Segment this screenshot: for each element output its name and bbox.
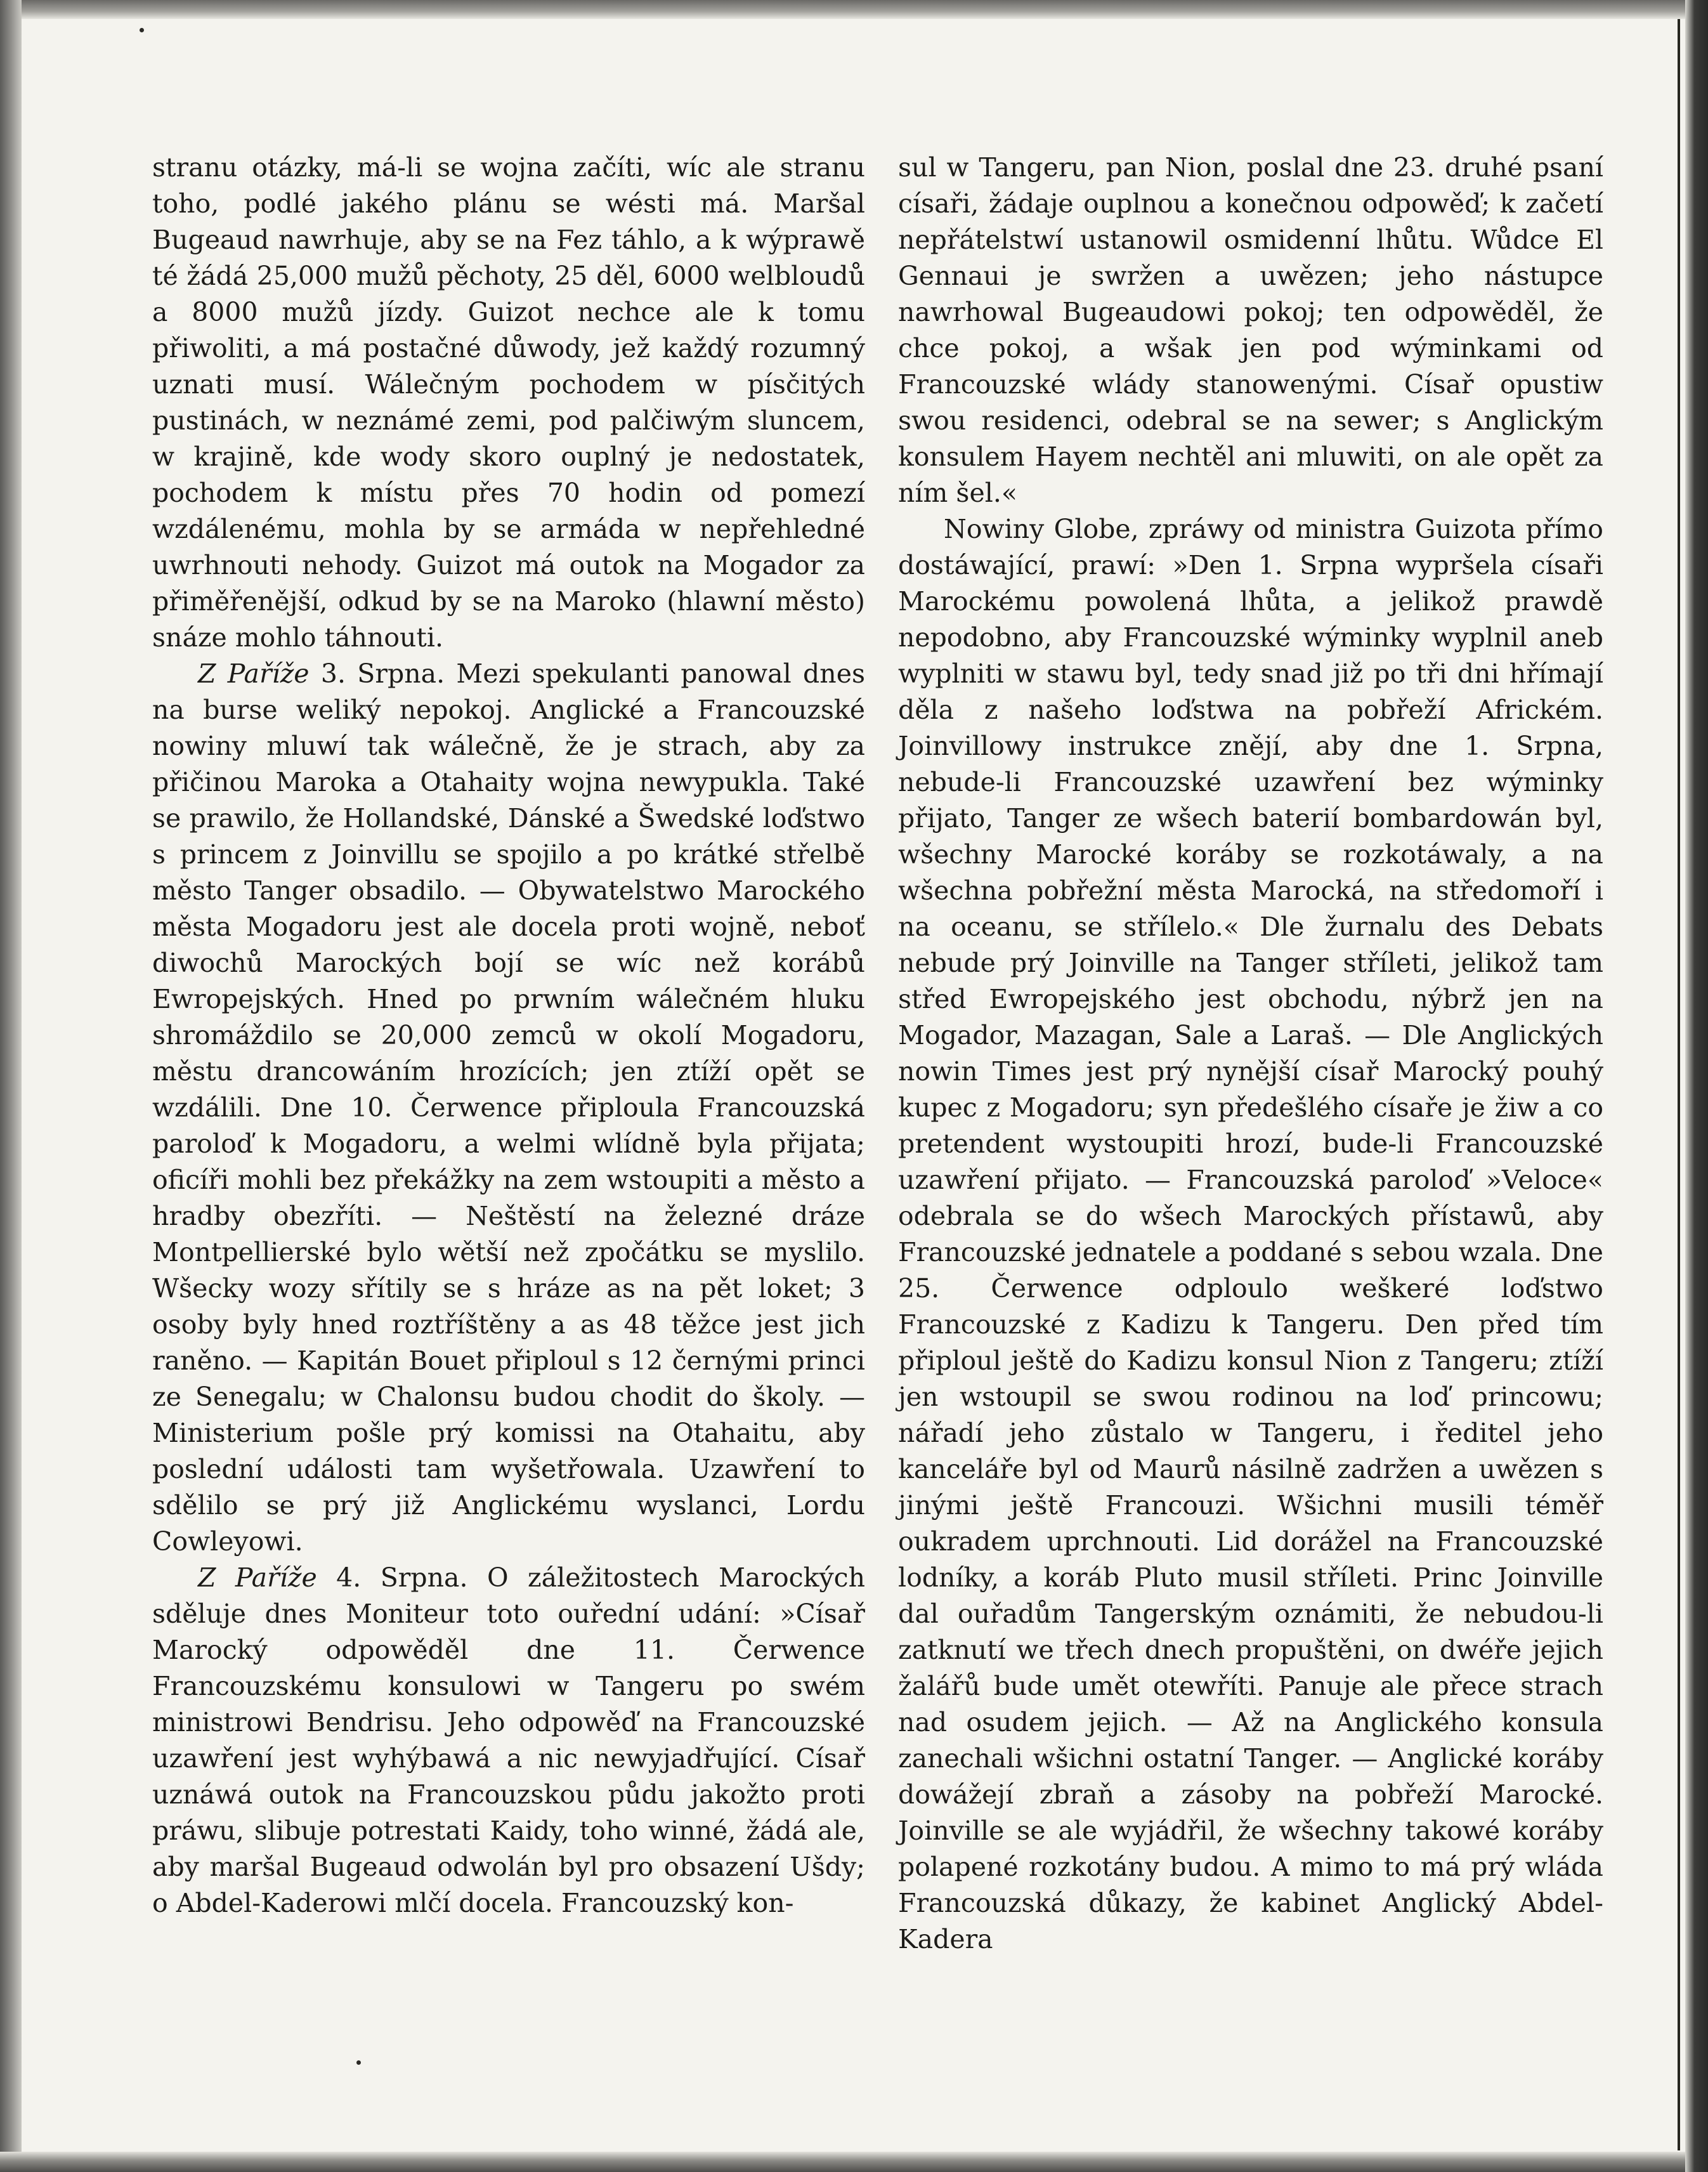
scan-border-top (0, 0, 1708, 19)
right-column (898, 150, 1603, 1958)
scan-border-bottom (0, 2152, 1708, 2172)
paragraph: Nowiny Globe, zpráwy od ministra Guizota přímo dostáwající, prawí: »Den 1. Srpna wypršela císaři Marockému powolená lhůta, a jelikož prawdě nepodobno, aby Francouzské wýminky wyplnil aneb wyplniti w stawu byl, tedy snad již po tři dni hřímají děla z našeho loďstwa na pobřeží Africkém. Joinvillowy instrukce znějí, aby dne 1. Srpna, nebude-li Francouzské uzawření bez wýminky přijato, Tanger ze wšech baterií bombardowán byl, wšechny Marocké koráby se rozkotáwaly, a na wšechna pobřežní města Marocká, na středomoří i na oceanu, se střílelo.« Dle žurnalu des Debats nebude prý Joinville na Tanger stříleti, jelikož tam střed Ewropejského jest obchodu, nýbrž jen na Mogador, Mazagan, Sale a Laraš. — Dle Anglických nowin Times jest prý nynější císař Marocký pouhý kupec z Mogadoru; syn předešlého císaře je žiw a co pretendent wystoupiti hrozí, bude-li Francouzské uzawření přijato. — Francouzská paroloď »Veloce« odebrala se do wšech Marockých přístawů, aby Francouzské jednatele a poddané s sebou wzala. Dne 25. Čerwence odploulo weškeré loďstwo Francouzské z Kadizu k Tangeru. Den před tím připloul ještě do Kadizu konsul Nion z Tangeru; ztíží jen wstoupil se swou rodinou na loď princowu; nářadí jeho zůstalo w Tangeru, i ředitel jeho kanceláře byl od Maurů násilně zadržen a uwězen s jinými ještě Francouzi. Wšichni musili téměř oukradem uprchnouti. Lid dorážel na Francouzské lodníky, a koráb Pluto musil stříleti. Princ Joinville dal ouřadům Tangerským oznámiti, že nebudou-li zatknutí we třech dnech propuštěni, on dwéře jejich žalářů bude umět otewříti. Panuje ale přece strach nad osudem jejich. — Až na Anglického konsula zanechali wšichni ostatní Tanger. — Anglické koráby dowážejí zbraň a zásoby na pobřeží Marocké. Joinville se ale wyjádřil, že wšechny takowé koráby polapené rozkotány budou. A mimo to má prý wláda Francouzská důkazy, že kabinet Anglický Abdel-Kadera (898, 514, 1603, 1954)
paragraph: stranu otázky, má-li se wojna začíti, wíc ale stranu toho, podlé jakého plánu se wésti má. Maršal Bugeaud nawrhuje, aby se na Fez táhlo, a k wýprawě té žádá 25,000 mužů pěchoty, 25 děl, 6000 welbloudů a 8000 mužů jízdy. Guizot nechce ale k tomu přiwoliti, a má postačné důwody, jež každý rozumný uznati musí. Wálečným pochodem w písčitých pustinách, w neznámé zemi, pod palčiwým sluncem, w krajině, kde wody skoro ouplný je nedostatek, pochodem k místu přes 70 hodin od pomezí wzdálenému, mohla by se armáda w nepřehledné uwrhnouti nehody. Guizot má outok na Mogador za přiměřenější, odkud by se na Maroko (hlawní město) snáze mohlo táhnouti. (152, 152, 865, 653)
dateline-place: Z Paříže (198, 658, 310, 689)
dateline-place: Z Paříže (198, 1562, 317, 1593)
paragraph (152, 1560, 865, 1921)
ink-speck (356, 2060, 361, 2065)
scan-border-right (1685, 0, 1708, 2172)
left-column (152, 150, 865, 1921)
paragraph (152, 656, 865, 1560)
gutter-line (1678, 19, 1680, 2150)
scan-border-left (0, 0, 22, 2172)
paragraph-body: 3. Srpna. Mezi spekulanti panowal dnes na burse weliký nepokoj. Anglické a Francouzské nowiny mluwí tak wálečně, že je strach, aby za přičinou Maroka a Otahaity wojna newypukla. Také se prawilo, že Hollandské, Dánské a Šwedské loďstwo s princem z Joinvillu se spojilo a po krátké střelbě město Tanger obsadilo. — Obywatelstwo Marockého města Mogadoru jest ale docela proti wojně, neboť diwochů Marockých bojí se wíc než korábů Ewropejských. Hned po prwním wálečném hluku shromáždilo se 20,000 zemců w okolí Mogadoru, městu drancowáním hrozících; jen ztíží opět se wzdálili. Dne 10. Čerwence připloula Francouzská paroloď k Mogadoru, a welmi wlídně byla přijata; oficíři mohli bez překážky na zem wstoupiti a město a hradby obezříti. — Neštěstí na železné dráze Montpellierské bylo wětší než zpočátku se myslilo. Wšecky wozy sřítily se s hráze as na pět loket; 3 osoby byly hned roztříštěny a as 48 těžce jest jich raněno. — Kapitán Bouet připloul s 12 černými princi ze Senegalu; w Chalonsu budou chodit do školy. — Ministerium pošle prý komissi na Otahaitu, aby poslední události tam wyšetřowala. Uzawření to sdělilo se prý již Anglickému wyslanci, Lordu Cowleyowi. (152, 658, 865, 1557)
paragraph-body: 4. Srpna. O záležitostech Marockých sděluje dnes Moniteur toto ouřední udání: »Císař Marocký odpowěděl dne 11. Čerwence Francouzskému konsulowi w Tangeru po swém ministrowi Bendrisu. Jeho odpowěď na Francouzské uzawření jest wyhýbawá a nic newyjadřující. Císař uznáwá outok na Francouzskou půdu jakožto proti práwu, slibuje potrestati Kaidy, toho winné, žádá ale, aby maršal Bugeaud odwolán byl pro obsazení Ušdy; o Abdel-Kaderowi mlčí docela. Francouzský kon- (152, 1562, 865, 1918)
ink-speck (140, 28, 144, 32)
paragraph: sul w Tangeru, pan Nion, poslal dne 23. druhé psaní císaři, žádaje ouplnou a konečnou odpowěď; k začetí nepřátelstwí ustanowil osmidenní lhůtu. Wůdce El Gennaui je swržen a uwězen; jeho nástupce nawrhowal Bugeaudowi pokoj; ten odpowěděl, že chce pokoj, a wšak jen pod wýminkami od Francouzské wlády stanowenými. Císař opustiw swou residenci, odebral se na sewer; s Anglickým konsulem Hayem nechtěl ani mluwiti, on ale opět za ním šel.« (898, 152, 1603, 508)
